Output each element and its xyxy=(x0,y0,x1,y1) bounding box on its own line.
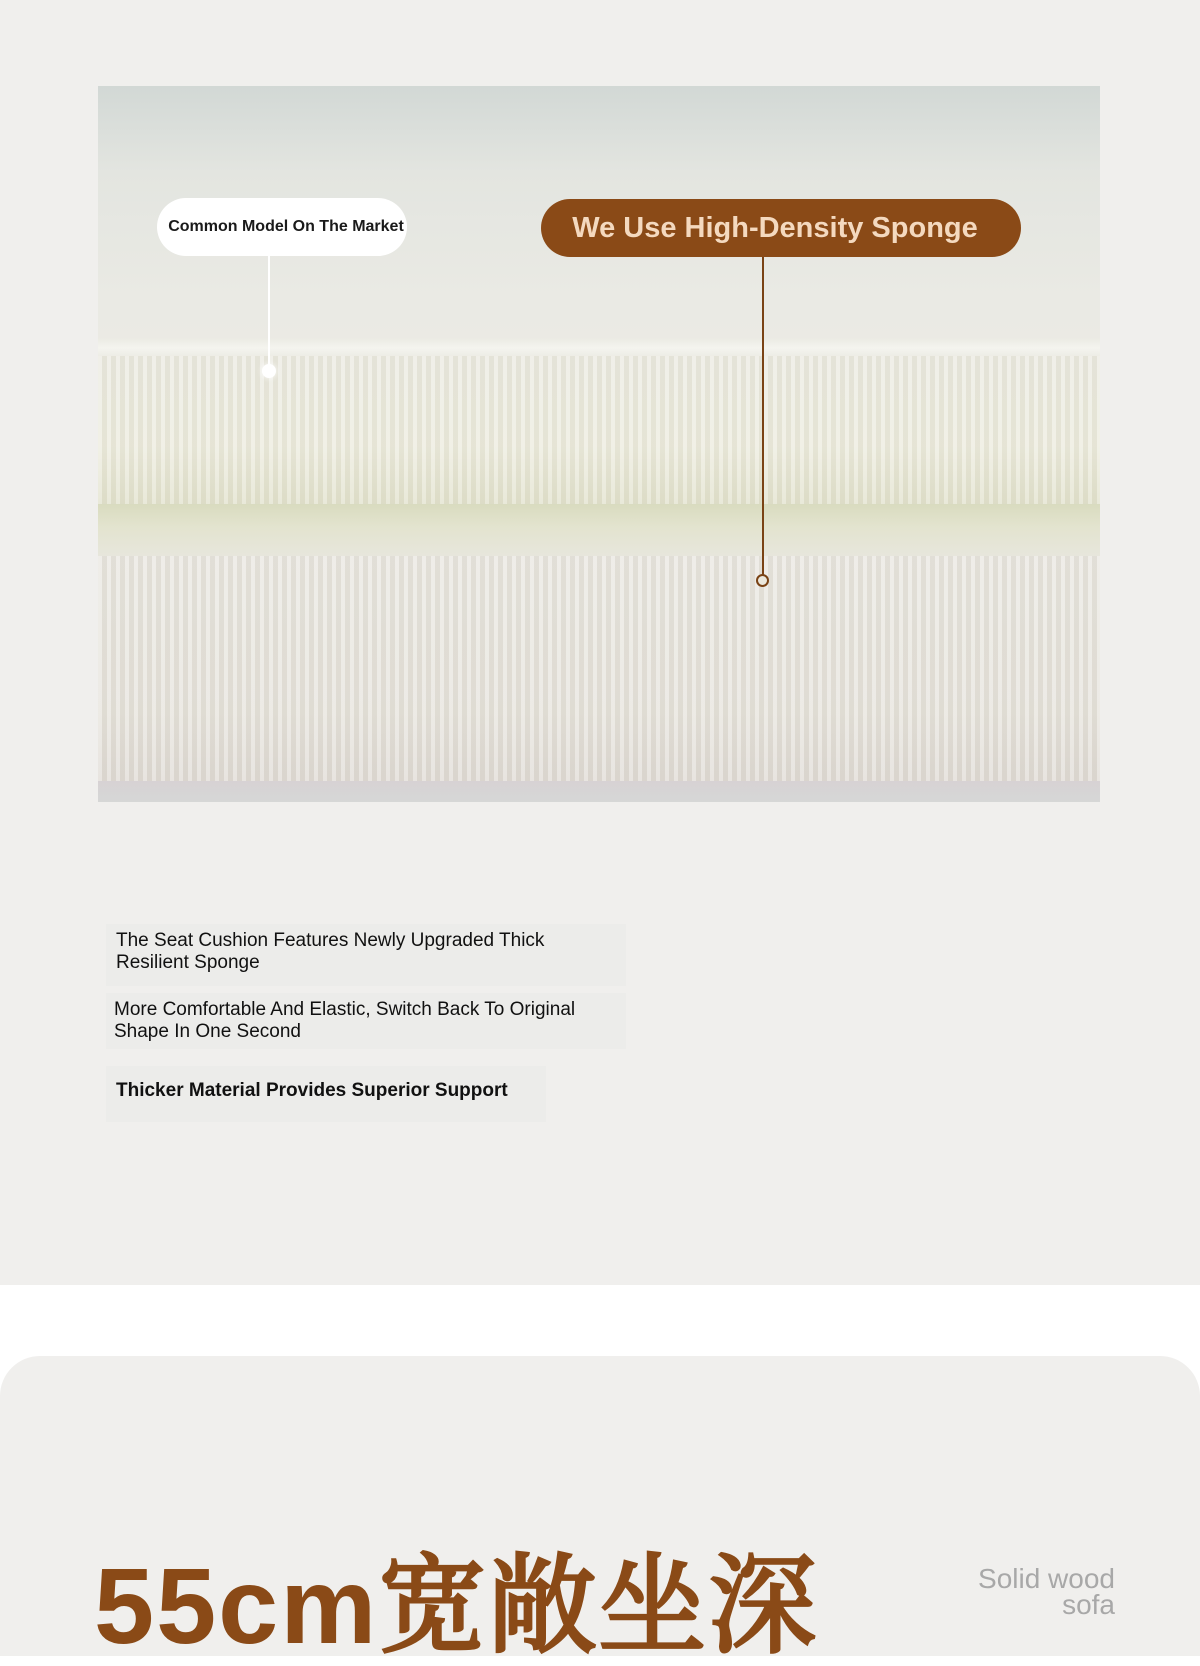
high-density-pointer-dot xyxy=(756,574,769,587)
feature-text-support: Thicker Material Provides Superior Support xyxy=(106,1066,546,1122)
sponge-cross-section-image xyxy=(98,86,1100,802)
common-model-pointer-line xyxy=(268,256,270,368)
feature-text-cushion: The Seat Cushion Features Newly Upgraded Thick Resilient Sponge xyxy=(106,924,626,986)
side-caption xyxy=(978,1563,1115,1620)
high-density-sponge-label: We Use High-Density Sponge xyxy=(541,199,1021,257)
common-foam-layer xyxy=(98,356,1100,506)
seat-depth-headline: 55cm宽敞坐深 xyxy=(94,1545,819,1666)
high-density-pointer-line xyxy=(762,257,764,575)
common-model-label: Common Model On The Market xyxy=(157,198,407,256)
foam-top-highlight xyxy=(98,338,1100,358)
side-caption-line-2: sofa xyxy=(1062,1589,1115,1620)
common-model-pointer-dot xyxy=(262,364,276,378)
high-density-foam-layer xyxy=(98,556,1100,781)
foam-seam-layer xyxy=(98,504,1100,556)
feature-text-elastic: More Comfortable And Elastic, Switch Back To Original Shape In One Second xyxy=(106,993,626,1049)
side-caption-line-1: Solid wood xyxy=(978,1563,1115,1594)
foam-bottom-edge xyxy=(98,781,1100,802)
